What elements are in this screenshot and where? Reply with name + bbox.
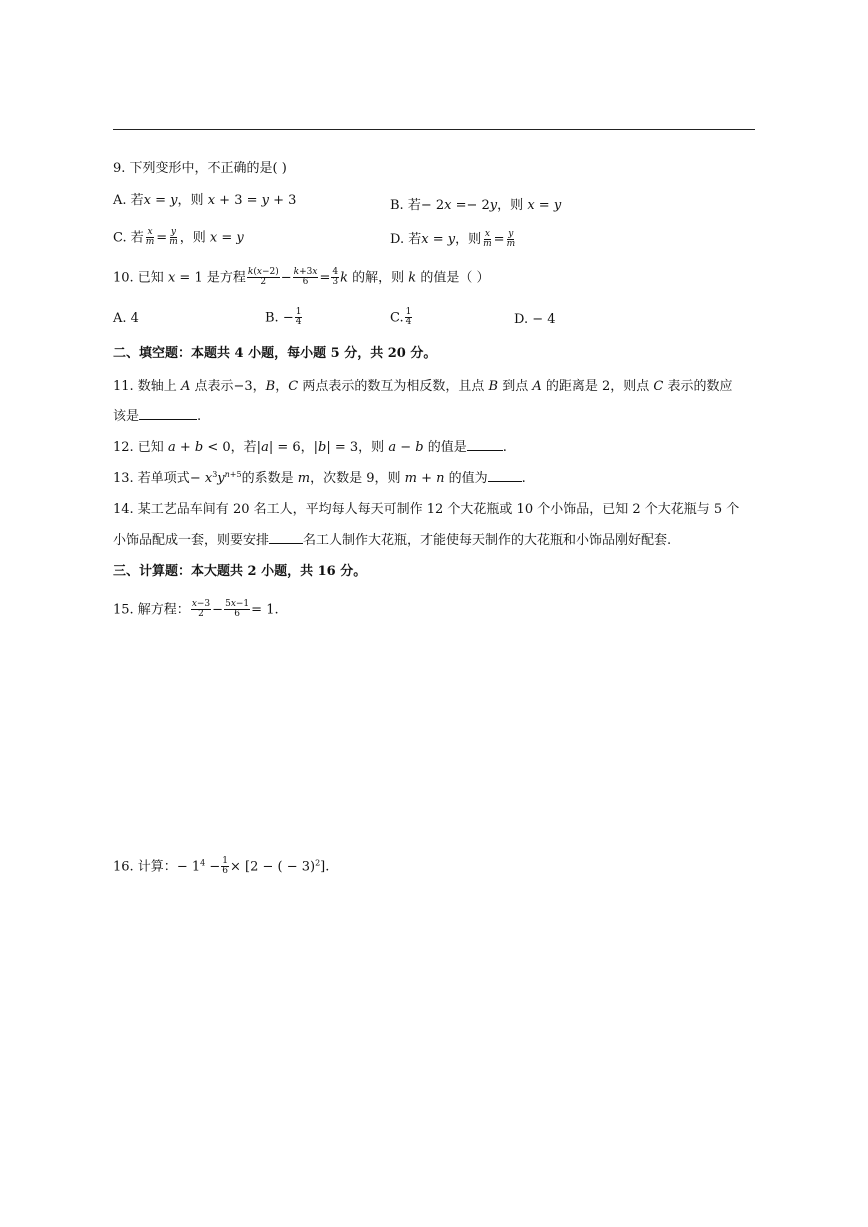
q15-prefix: 15. 解方程： [113,602,190,618]
q14-line1 [113,503,739,516]
q9-option-b: B. 若− 2x =− 2y，则 x = y [390,198,562,213]
q10-a-text: A. 4 [113,311,139,326]
q9-d-mid: ，则 [455,232,482,247]
q10-mid: 是方程 [206,270,246,286]
q10-prefix: 10. 已知 [113,270,164,286]
answer-blank[interactable] [488,481,522,482]
q12-line: 12. 已知 a + b < 0，若|a| = 6，|b| = 3，则 a − b 的值是 . [113,440,507,455]
fraction: $\frac{1}{4}$ [295,307,302,328]
q11-text-a: 11. 数轴上 [113,379,177,394]
q9-stem-text: 9. 下列变形中，不正确的是( ) [113,161,287,176]
q9-d-label: D. 若 [390,232,422,247]
q11-line2-text: 该是 [113,409,140,424]
q11-line2: 该是 . [113,409,202,424]
section2-heading [113,347,436,360]
section3-title: 三、计算题：本大题共 2 小题，共 16 分。 [113,564,367,579]
q9-option-c: C. 若 $\frac{x}{m}$ = $\frac{y}{m}$ ，则 x = y [113,227,244,248]
answer-blank[interactable] [269,543,303,544]
q10-option-b [265,308,303,328]
q10-d-text: D. − 4 [514,312,556,327]
answer-blank[interactable] [139,419,197,420]
q13-mid2: ，次数是 9，则 [310,471,401,486]
q11-text-e: 的距离是 2，则点 [545,379,650,394]
fraction: $\frac{x}{m}$ [483,228,492,249]
q9-option-d: D. 若x = y，则 $\frac{x}{m}$ = $\frac{y}{m}$ [390,228,516,249]
q15-line: 15. 解方程： $\frac{x-3}{2}$ − $\frac{5x-1}{6}$ = 1. [113,599,279,620]
q14-line2 [113,534,671,547]
fraction: $\frac{y}{m}$ [169,227,178,248]
fraction: $\frac{1}{6}$ [222,856,228,877]
q9-a-mid: ，则 [177,193,204,208]
q13-end: 的值为 [448,471,488,486]
q9-c-label: C. 若 [113,230,144,246]
fraction: $\frac{5x-1}{6}$ [225,599,250,620]
q16-prefix: 16. 计算： [113,859,177,875]
fraction: $\frac{y}{m}$ [506,228,516,249]
q12-prefix: 12. 已知 [113,440,164,455]
q13-prefix: 13. 若单项式 [113,471,190,486]
q10-c-text: C. [390,310,404,326]
q10-option-c [390,308,413,328]
q14-line1-text: 14. 某工艺品车间有 20 名工人，平均每人每天可制作 12 个大花瓶或 10 个小饰品，已知 2 个大花瓶与 5 个 [113,502,740,517]
q14-line2-a: 小饰品配成一套，则要安排 [113,533,270,548]
q12-mid1: ，若 [230,440,257,455]
q10-stem: 10. 已知 x = 1 是方程 $\frac{k(x-2)}{2}$ − $\frac{k+3x}{6}$ = $\frac{4}{3}$ k 的解，则 k 的值是（ ） [113,267,490,288]
q16-line: 16. 计算：− $1^4$ − $\frac{1}{6}$ × [2 − ( − 3)$^2$]. [113,856,330,877]
fraction: $\frac{k(x-2)}{2}$ [247,267,279,288]
q11-text-c: 两点表示的数互为相反数，且点 [302,379,485,394]
q9-option-a: A. 若x = y，则 x + 3 = y + 3 [113,193,297,208]
q9-b-label: B. 若 [390,198,421,213]
q11-line1: 11. 数轴上 A 点表示−3，B，C 两点表示的数互为相反数，且点 B 到点 A 的距离是 2，则点 C 表示的数应 [113,379,733,394]
fraction: $\frac{4}{3}$ [332,267,339,288]
q11-text-d: 到点 [502,379,529,394]
q9-c-mid: ，则 [179,230,206,246]
fraction: $\frac{x}{m}$ [145,227,155,248]
q11-text-b: 点表示−3， [194,379,266,394]
header-rule [113,129,755,130]
q10-b-text: B. − [265,310,294,326]
q10-suffix: 的解，则 [352,270,405,286]
fraction: $\frac{k+3x}{6}$ [293,267,318,288]
section2-title: 二、填空题：本题共 4 小题，每小题 5 分，共 20 分。 [113,346,437,361]
fraction: $\frac{1}{4}$ [405,307,412,328]
q11-text-f: 表示的数应 [667,379,733,394]
q9-stem [113,162,287,175]
fraction: $\frac{x-3}{2}$ [191,599,211,620]
answer-blank[interactable] [467,450,503,451]
q9-a-label: A. 若 [113,193,144,208]
section3-heading [113,565,366,578]
q13-mid1: 的系数是 [241,471,294,486]
q14-line2-b: 名工人制作大花瓶，才能使每天制作的大花瓶和小饰品刚好配套. [303,533,672,548]
q13-line: 13. 若单项式− $x^3y^{n+5}$的系数是 m，次数是 9，则 m + n 的值为 . [113,470,526,486]
q10-end: 的值是（ ） [420,270,490,286]
q10-option-a [113,312,139,325]
q12-end: 的值是 [427,440,467,455]
q12-mid2: ，则 [358,440,385,455]
q10-option-d [514,312,556,327]
q9-b-mid: ，则 [497,198,524,213]
